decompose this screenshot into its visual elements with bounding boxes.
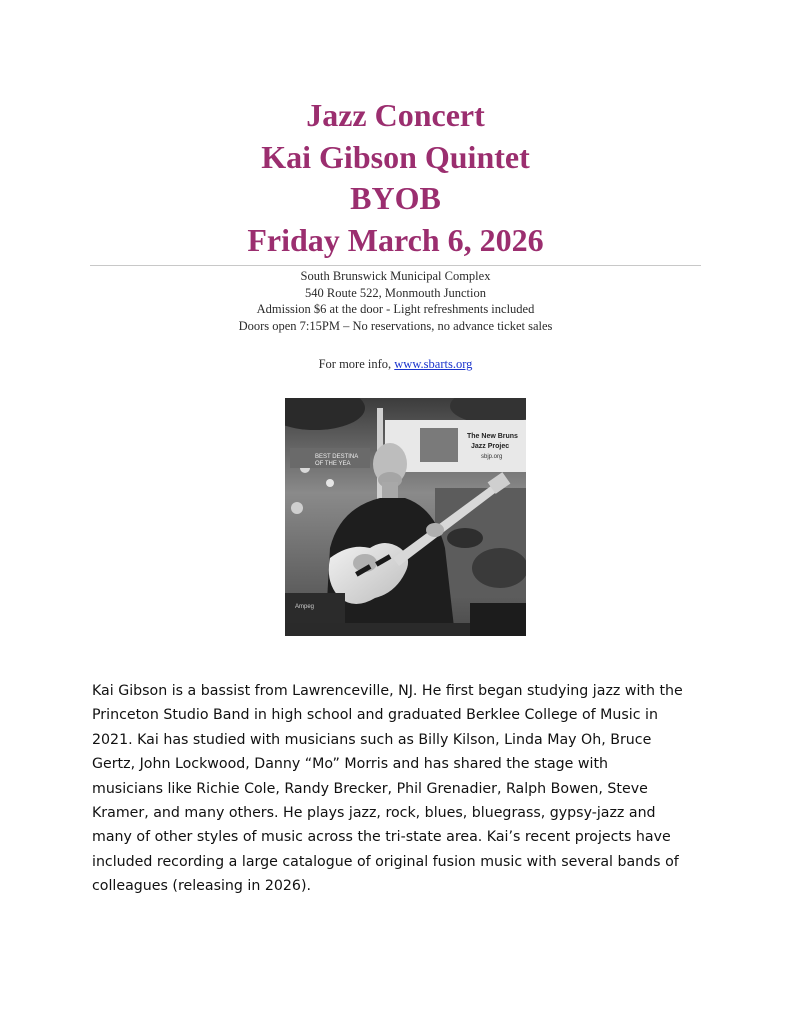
more-info-line <box>0 356 791 372</box>
amp-text: Ampeg <box>295 604 315 610</box>
title-date: Friday March 6, 2026 <box>247 221 544 258</box>
banner-text-1: The New Bruns <box>467 433 518 440</box>
bio-line: many of other styles of music across the tri-state area. Kai’s recent projects have <box>92 829 671 846</box>
performer-photo <box>285 398 526 636</box>
banner-text-2: Jazz Projec <box>471 443 510 450</box>
bio-line: Gertz, John Lockwood, Danny “Mo” Morris and has shared the stage with <box>92 756 609 773</box>
venue-address: 540 Route 522, Monmouth Junction <box>305 285 486 300</box>
title-event-type: Jazz Concert <box>306 97 485 133</box>
bio-line: 2021. Kai has studied with musicians such as Billy Kilson, Linda May Oh, Bruce <box>92 731 652 748</box>
bio-line: Kai Gibson is a bassist from Lawrenceville, NJ. He first began studying jazz with the <box>92 683 683 699</box>
bio-line: musicians like Richie Cole, Randy Brecker, Phil Grenadier, Ralph Bowen, Steve <box>92 780 648 797</box>
performer-bio <box>92 679 712 899</box>
bio-line: Kramer, and many others. He plays jazz, rock, blues, bluegrass, gypsy-jazz and <box>92 805 656 822</box>
bio-line: included recording a large catalogue of original fusion music with several bands of <box>92 853 679 870</box>
banner-text-3: sbjp.org <box>481 454 503 460</box>
title-performer: Kai Gibson Quintet <box>261 138 530 175</box>
divider-line <box>90 265 701 266</box>
website-link[interactable]: www.sbarts.org <box>394 357 473 371</box>
venue-name: South Brunswick Municipal Complex <box>300 269 491 283</box>
event-details <box>0 268 791 334</box>
sign-text-1: BEST DESTINA <box>315 454 359 460</box>
more-info-prefix: For more info, <box>318 357 395 371</box>
sign-text-2: OF THE YEA <box>315 461 351 467</box>
doors-info: Doors open 7:15PM – No reservations, no advance ticket sales <box>238 318 553 333</box>
admission-info: Admission $6 at the door - Light refreshments included <box>256 302 535 316</box>
bio-line: Princeton Studio Band in high school and graduated Berklee College of Music in <box>92 707 658 724</box>
bio-line: colleagues (releasing in 2026). <box>92 878 311 895</box>
title-byob: BYOB <box>350 180 441 216</box>
event-title-block <box>0 95 791 261</box>
